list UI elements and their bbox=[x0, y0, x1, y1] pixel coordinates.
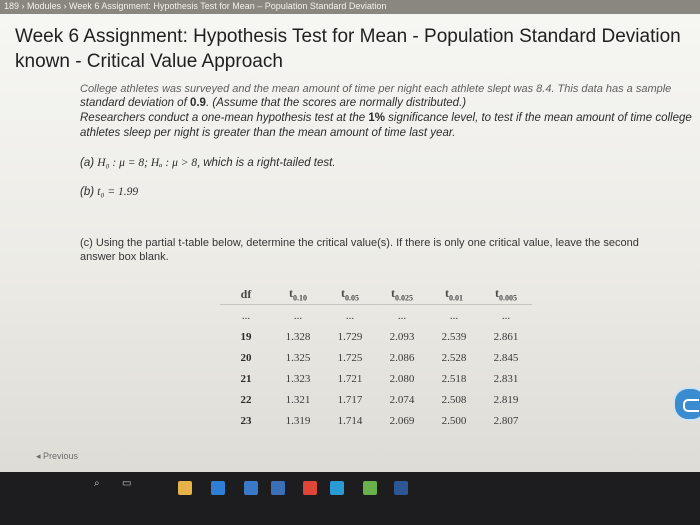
breadcrumb bbox=[0, 0, 700, 14]
table-row: 20 1.325 1.725 2.086 2.528 2.845 bbox=[240, 351, 519, 364]
t-header: $t_{0.025}$ bbox=[376, 284, 428, 305]
page-title: Week 6 Assignment: Hypothesis Test for Mean - Population Standard Deviation known - Critical Value Approach bbox=[15, 26, 681, 72]
table-row: 22 1.321 1.717 2.074 2.508 2.819 bbox=[240, 393, 519, 406]
t-table-header-row bbox=[220, 284, 532, 305]
hypotheses: H₀ : μ = 8; Hₐ : μ > 8, bbox=[97, 157, 201, 169]
browser-icon[interactable] bbox=[330, 481, 344, 495]
sd-value: 0.9 bbox=[189, 97, 206, 109]
part-c-instructions: (c) Using the partial t-table below, determine the critical value(s). If there is only one critical value, leave the second answer box blank. bbox=[80, 237, 639, 263]
question-line-3: athletes sleep per night is greater than the mean amount of time last year. bbox=[80, 127, 456, 139]
question-cut-off-line: College athletes was surveyed and the mean amount of time per night each athlete slept was 8.4. This data has a sample bbox=[80, 84, 672, 94]
assignment-page bbox=[0, 14, 700, 472]
question-line-1: standard deviation of 0.9. (Assume that the scores are normally distributed.) bbox=[80, 97, 467, 109]
word-icon[interactable] bbox=[394, 481, 408, 495]
store-icon[interactable] bbox=[211, 481, 225, 495]
table-row: 21 1.323 1.721 2.080 2.518 2.831 bbox=[240, 372, 519, 385]
taskbar bbox=[0, 472, 700, 525]
task-view-icon[interactable]: ▭ bbox=[122, 478, 132, 489]
ellipsis-row: ... ... ... ... ... ... bbox=[241, 309, 511, 322]
alpha-value: 1% bbox=[368, 112, 385, 124]
t-table bbox=[220, 284, 532, 431]
t-header: $t_{0.05}$ bbox=[324, 284, 376, 305]
help-widget-icon[interactable] bbox=[673, 387, 700, 421]
table-row: 23 1.319 1.714 2.069 2.500 2.807 bbox=[240, 414, 519, 427]
search-icon[interactable]: ⌕ bbox=[94, 478, 100, 489]
t-header: $t_{0.10}$ bbox=[272, 284, 324, 305]
df-header: df bbox=[220, 284, 272, 305]
app-icon[interactable] bbox=[363, 481, 377, 495]
table-row: 19 1.328 1.729 2.093 2.539 2.861 bbox=[240, 330, 519, 343]
file-explorer-icon[interactable] bbox=[178, 481, 192, 495]
test-statistic: t₀ = 1.99 bbox=[97, 186, 139, 198]
chrome-icon[interactable] bbox=[303, 481, 317, 495]
answer-b: (b) t₀ = 1.99 bbox=[80, 186, 139, 198]
question-line-2: Researchers conduct a one-mean hypothesis test at the 1% significance level, to test if the mean amount of time college bbox=[80, 112, 692, 124]
photos-icon[interactable] bbox=[271, 481, 285, 495]
previous-button[interactable]: ◂ Previous bbox=[36, 451, 79, 461]
breadcrumb-text: 189 › Modules › Week 6 Assignment: Hypothesis Test for Mean – Population Standard Deviation bbox=[4, 1, 387, 11]
t-header: $t_{0.005}$ bbox=[480, 284, 532, 305]
answer-a: (a) H₀ : μ = 8; Hₐ : μ > 8, which is a right-tailed test. bbox=[80, 157, 336, 169]
mail-icon[interactable] bbox=[244, 481, 258, 495]
t-header: $t_{0.01}$ bbox=[428, 284, 480, 305]
